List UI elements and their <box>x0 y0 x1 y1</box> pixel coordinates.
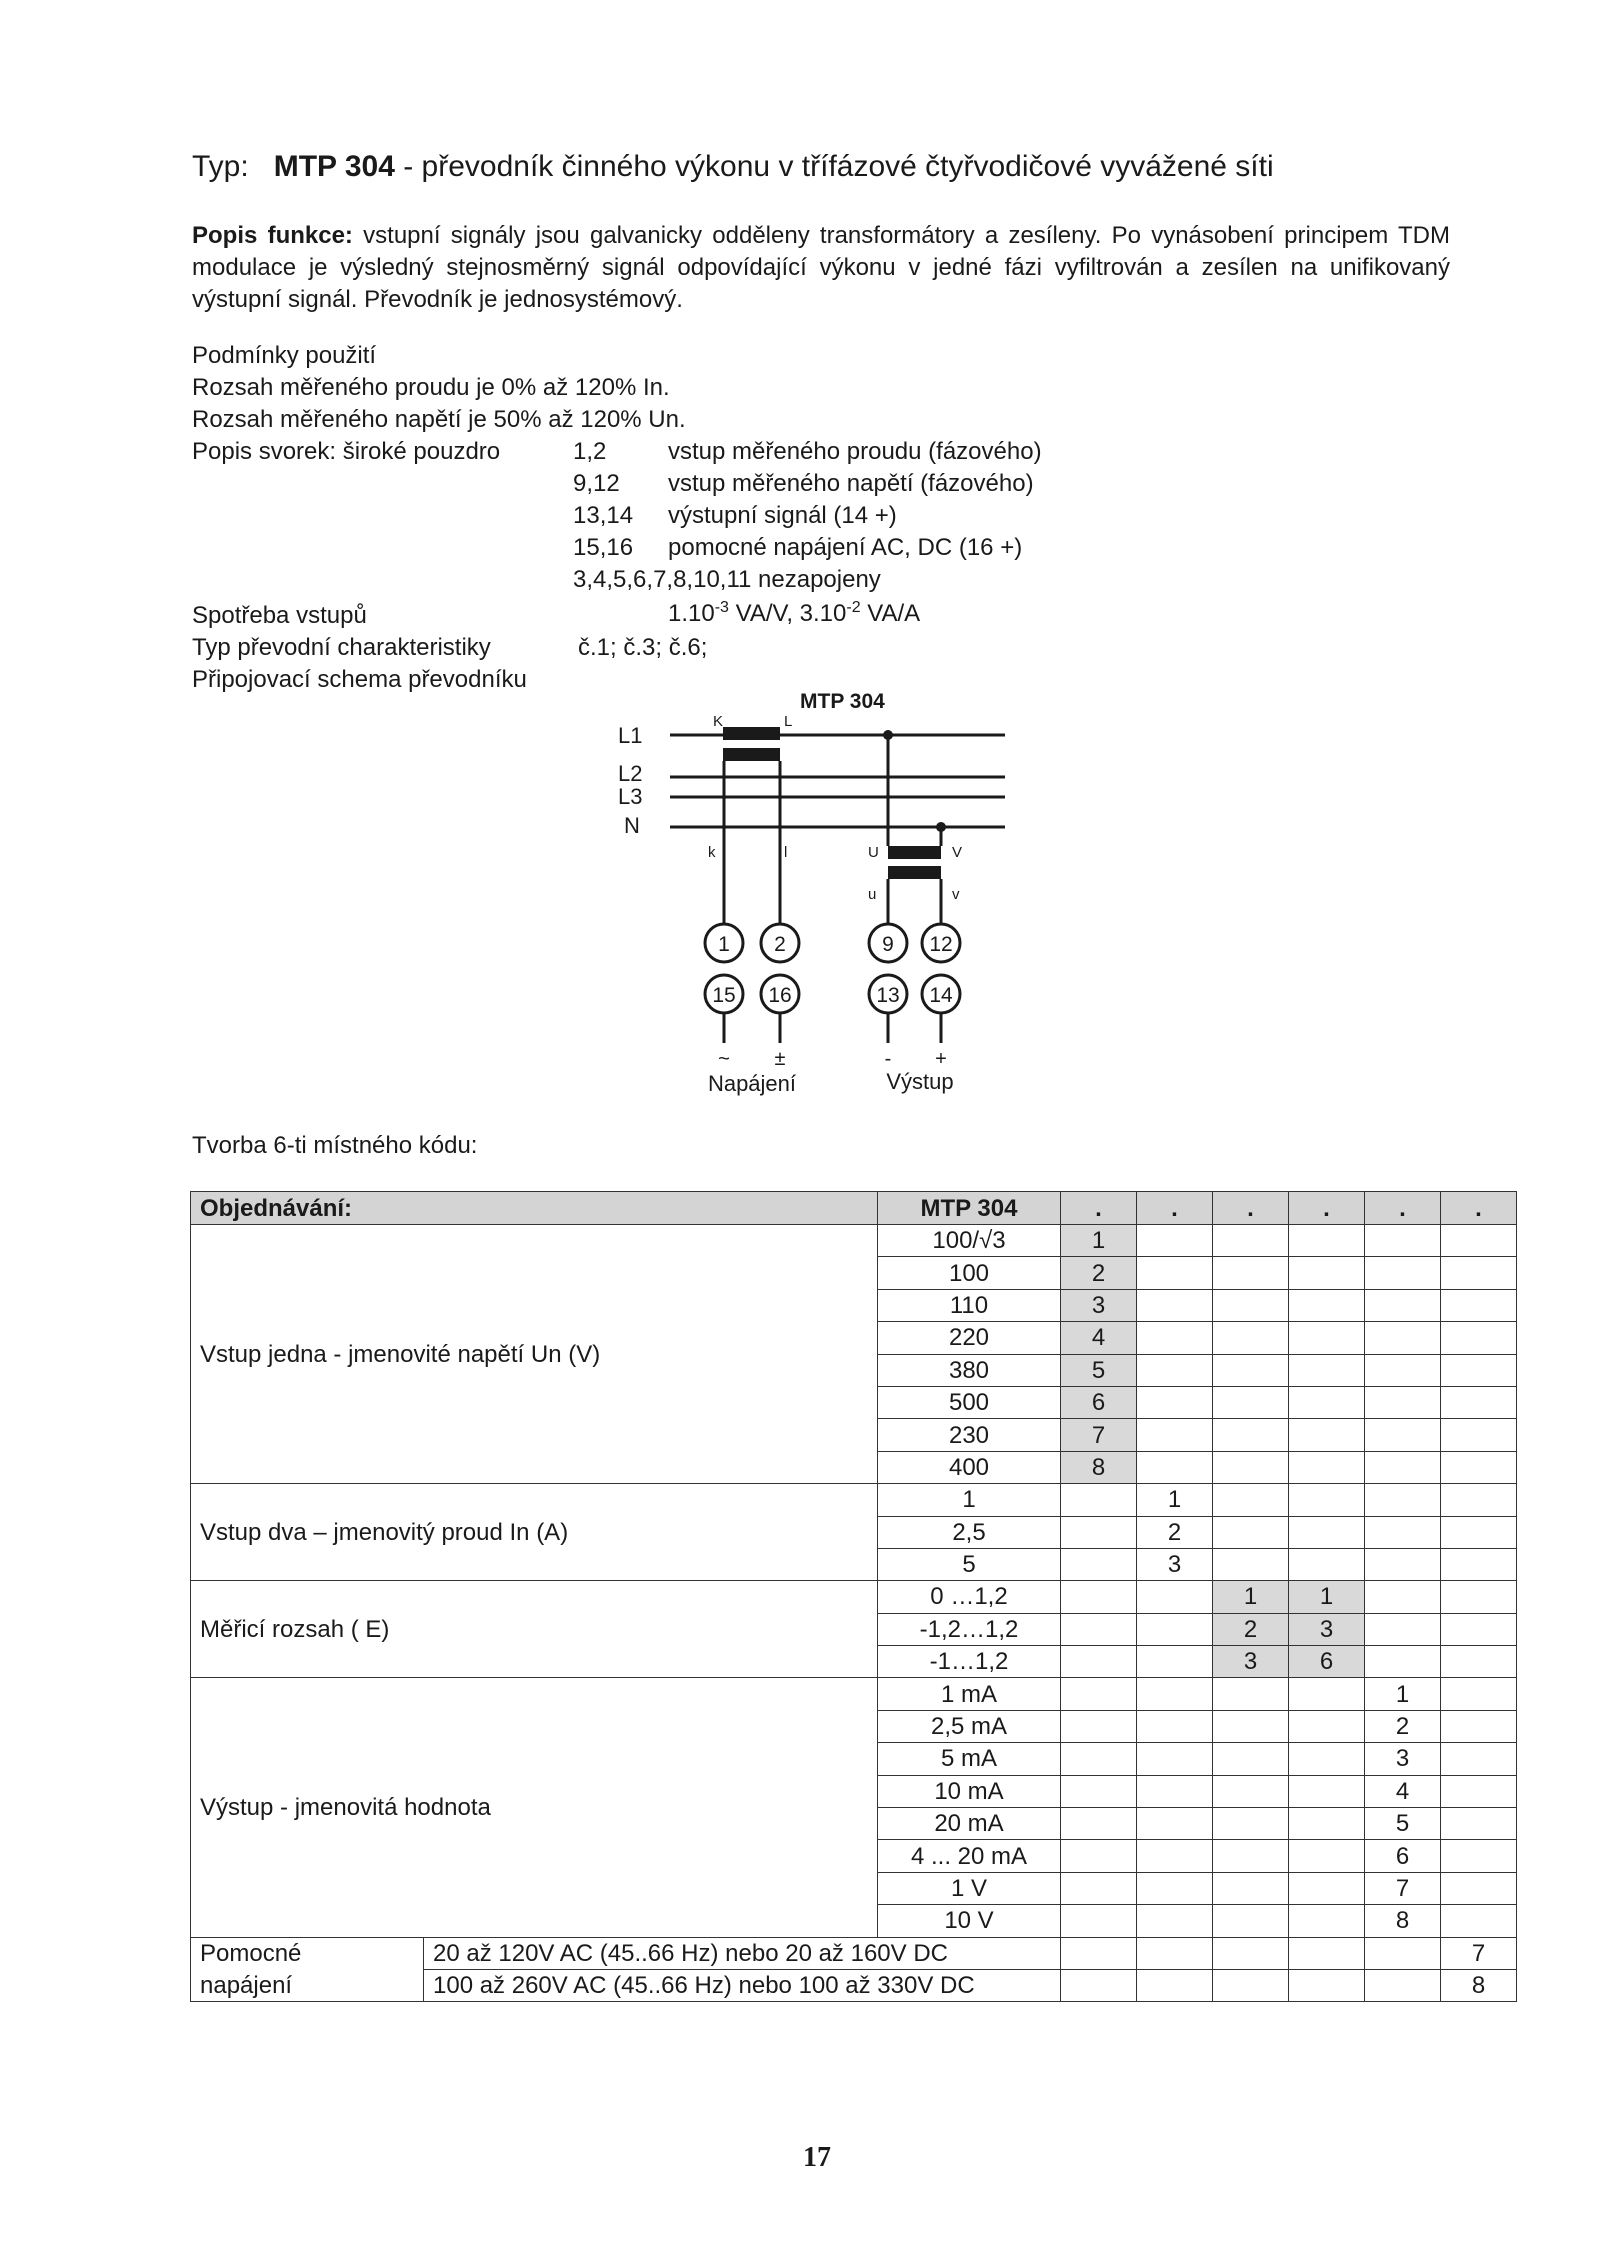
table-header-row <box>191 1192 1517 1225</box>
option-code: 2 <box>1213 1613 1289 1645</box>
option-code: 2 <box>1365 1710 1441 1742</box>
table-row <box>191 1969 1517 2001</box>
option-code: 8 <box>1441 1969 1517 2001</box>
function-label: Popis funkce: <box>192 222 353 249</box>
vt-primary-coil <box>888 846 941 859</box>
terminal-pins: 9,12 <box>573 470 620 497</box>
terminal-pins: 1,2 <box>573 438 607 465</box>
vt-label: v <box>952 886 960 903</box>
code-digit-placeholder: . <box>1289 1192 1365 1225</box>
page-number: 17 <box>803 2142 831 2173</box>
code-digit-placeholder: . <box>1365 1192 1441 1225</box>
terminal-number: 13 <box>876 984 900 1007</box>
terminal-number: 12 <box>929 933 953 956</box>
ct-label: K <box>713 713 724 730</box>
table-row <box>191 1484 1517 1516</box>
option-value: -1…1,2 <box>878 1646 1061 1678</box>
characteristic-value: č.1; č.3; č.6; <box>578 634 708 661</box>
consumption-value <box>668 600 920 628</box>
group-label-current: Vstup dva – jmenovitý proud In (A) <box>191 1484 878 1581</box>
schema-label: Připojovací schema převodníku <box>192 666 527 693</box>
code-digit-placeholder: . <box>1441 1192 1517 1225</box>
ct-secondary-coil <box>723 748 780 761</box>
option-code: 7 <box>1441 1937 1517 1969</box>
terminal-number: 2 <box>774 933 786 956</box>
option-code: 6 <box>1061 1386 1137 1418</box>
option-code: 1 <box>1213 1581 1289 1613</box>
option-code: 3 <box>1365 1743 1441 1775</box>
group-label-output: Výstup - jmenovitá hodnota <box>191 1678 878 1937</box>
polarity-mark: + <box>935 1048 947 1070</box>
type-label: Typ: <box>192 150 249 183</box>
option-code: 7 <box>1365 1872 1441 1904</box>
option-code: 6 <box>1289 1646 1365 1678</box>
vt-secondary-coil <box>888 866 941 879</box>
function-text: vstupní signály jsou galvanicky odděleny transformátory a zesíleny. Po vynásobení principem TDM modulace je výsledný stejnosměrný signál odpovídající výkonu v jedné fázi vyfiltrován a zesílen na unifikovaný výstupní signál. Převodník je jednosystémový. <box>192 222 1451 313</box>
option-value: 100 až 260V AC (45..66 Hz) nebo 100 až 330V DC <box>424 1969 1061 2001</box>
terminal-number: 1 <box>718 933 730 956</box>
option-code: 4 <box>1365 1775 1441 1807</box>
consumption-exponent: -2 <box>846 599 861 616</box>
current-range-text: Rozsah měřeného proudu je 0% až 120% In. <box>192 374 670 401</box>
option-value: 220 <box>878 1322 1061 1354</box>
model-name: MTP 304 <box>273 150 395 183</box>
table-row <box>191 1581 1517 1613</box>
wiring-diagram <box>600 680 1020 1100</box>
option-code: 1 <box>1061 1225 1137 1257</box>
line-label: N <box>624 813 640 838</box>
option-value: 5 <box>878 1548 1061 1580</box>
terminal-pins: 13,14 <box>573 502 634 529</box>
function-paragraph <box>192 220 1450 316</box>
option-code: 3 <box>1137 1548 1213 1580</box>
group-label-voltage: Vstup jedna - jmenovité napětí Un (V) <box>191 1225 878 1484</box>
option-code: 1 <box>1365 1678 1441 1710</box>
vt-label: V <box>952 844 963 861</box>
ct-label: l <box>784 844 788 861</box>
option-value: 10 mA <box>878 1775 1061 1807</box>
option-code: 8 <box>1061 1451 1137 1483</box>
line-label: L1 <box>618 723 643 748</box>
diagram-title: MTP 304 <box>800 690 885 713</box>
ct-label: k <box>708 844 716 861</box>
option-value: 500 <box>878 1386 1061 1418</box>
terminal-number: 9 <box>882 933 894 956</box>
ct-primary-coil <box>723 727 780 740</box>
group-label-range: Měřicí rozsah ( E) <box>191 1581 878 1678</box>
characteristic-label: Typ převodní charakteristiky <box>192 634 491 661</box>
option-value: 20 až 120V AC (45..66 Hz) nebo 20 až 160V DC <box>424 1937 1061 1969</box>
option-code: 3 <box>1289 1613 1365 1645</box>
conditions-heading: Podmínky použití <box>192 342 377 369</box>
option-value: 0 …1,2 <box>878 1581 1061 1613</box>
voltage-range-text: Rozsah měřeného napětí je 50% až 120% Un. <box>192 406 686 433</box>
polarity-mark: ± <box>774 1048 786 1070</box>
order-table <box>190 1191 1517 2002</box>
option-code: 5 <box>1365 1808 1441 1840</box>
option-code: 1 <box>1289 1581 1365 1613</box>
option-code: 2 <box>1061 1257 1137 1289</box>
table-row <box>191 1678 1517 1710</box>
vt-label: U <box>868 844 879 861</box>
option-value: 100/√3 <box>878 1225 1061 1257</box>
option-value: 380 <box>878 1354 1061 1386</box>
polarity-mark: - <box>884 1048 892 1070</box>
terminal-number: 16 <box>768 984 792 1007</box>
option-code: 2 <box>1137 1516 1213 1548</box>
option-code: 3 <box>1061 1289 1137 1321</box>
consumption-label: Spotřeba vstupů <box>192 602 367 629</box>
title-description: - převodník činného výkonu v třífázové čtyřvodičové vyvážené síti <box>394 150 1274 183</box>
option-value: 110 <box>878 1289 1061 1321</box>
terminal-desc: vstup měřeného proudu (fázového) <box>668 438 1042 465</box>
consumption-exponent: -3 <box>714 599 729 616</box>
option-code: 4 <box>1061 1322 1137 1354</box>
consumption-base: 1.10 <box>668 600 715 627</box>
consumption-unit: VA/A <box>860 600 921 627</box>
line-label: L2 <box>618 761 643 786</box>
option-value: 1 V <box>878 1872 1061 1904</box>
option-code: 3 <box>1213 1646 1289 1678</box>
group-label-supply: Pomocné <box>191 1937 424 1969</box>
unused-terminals: 3,4,5,6,7,8,10,11 nezapojeny <box>573 566 881 593</box>
order-heading: Objednávání: <box>191 1192 878 1225</box>
terminals-label: Popis svorek: široké pouzdro <box>192 438 501 465</box>
code-digit-placeholder: . <box>1137 1192 1213 1225</box>
option-value: 2,5 <box>878 1516 1061 1548</box>
option-value: 5 mA <box>878 1743 1061 1775</box>
option-code: 1 <box>1137 1484 1213 1516</box>
table-row <box>191 1937 1517 1969</box>
option-code: 8 <box>1365 1905 1441 1937</box>
code-digit-placeholder: . <box>1213 1192 1289 1225</box>
option-code: 5 <box>1061 1354 1137 1386</box>
terminal-number: 15 <box>712 984 736 1007</box>
terminal-desc: pomocné napájení AC, DC (16 +) <box>668 534 1023 561</box>
group-label-supply: napájení <box>191 1969 424 2001</box>
option-value: 230 <box>878 1419 1061 1451</box>
output-label: Výstup <box>886 1069 954 1094</box>
terminal-desc: vstup měřeného napětí (fázového) <box>668 470 1034 497</box>
option-value: 10 V <box>878 1905 1061 1937</box>
supply-label: Napájení <box>707 1071 797 1096</box>
option-code: 7 <box>1061 1419 1137 1451</box>
line-label: L3 <box>618 784 643 809</box>
ct-label: L <box>784 713 793 730</box>
option-value: 20 mA <box>878 1808 1061 1840</box>
code-digit-placeholder: . <box>1061 1192 1137 1225</box>
consumption-unit: VA/V, 3.10 <box>728 600 847 627</box>
polarity-mark: ~ <box>718 1048 730 1070</box>
terminal-desc: výstupní signál (14 +) <box>668 502 897 529</box>
option-code: 6 <box>1365 1840 1441 1872</box>
option-value: 1 mA <box>878 1678 1061 1710</box>
terminal-pins: 15,16 <box>573 534 634 561</box>
option-value: 400 <box>878 1451 1061 1483</box>
terminal-number: 14 <box>929 984 953 1007</box>
option-value: 1 <box>878 1484 1061 1516</box>
option-value: -1,2…1,2 <box>878 1613 1061 1645</box>
order-model: MTP 304 <box>878 1192 1061 1225</box>
option-value: 100 <box>878 1257 1061 1289</box>
option-value: 4 ... 20 mA <box>878 1840 1061 1872</box>
table-row <box>191 1225 1517 1257</box>
option-value: 2,5 mA <box>878 1710 1061 1742</box>
code-label: Tvorba 6-ti místného kódu: <box>192 1132 478 1159</box>
vt-label: u <box>868 886 877 903</box>
page-title <box>192 150 1274 184</box>
